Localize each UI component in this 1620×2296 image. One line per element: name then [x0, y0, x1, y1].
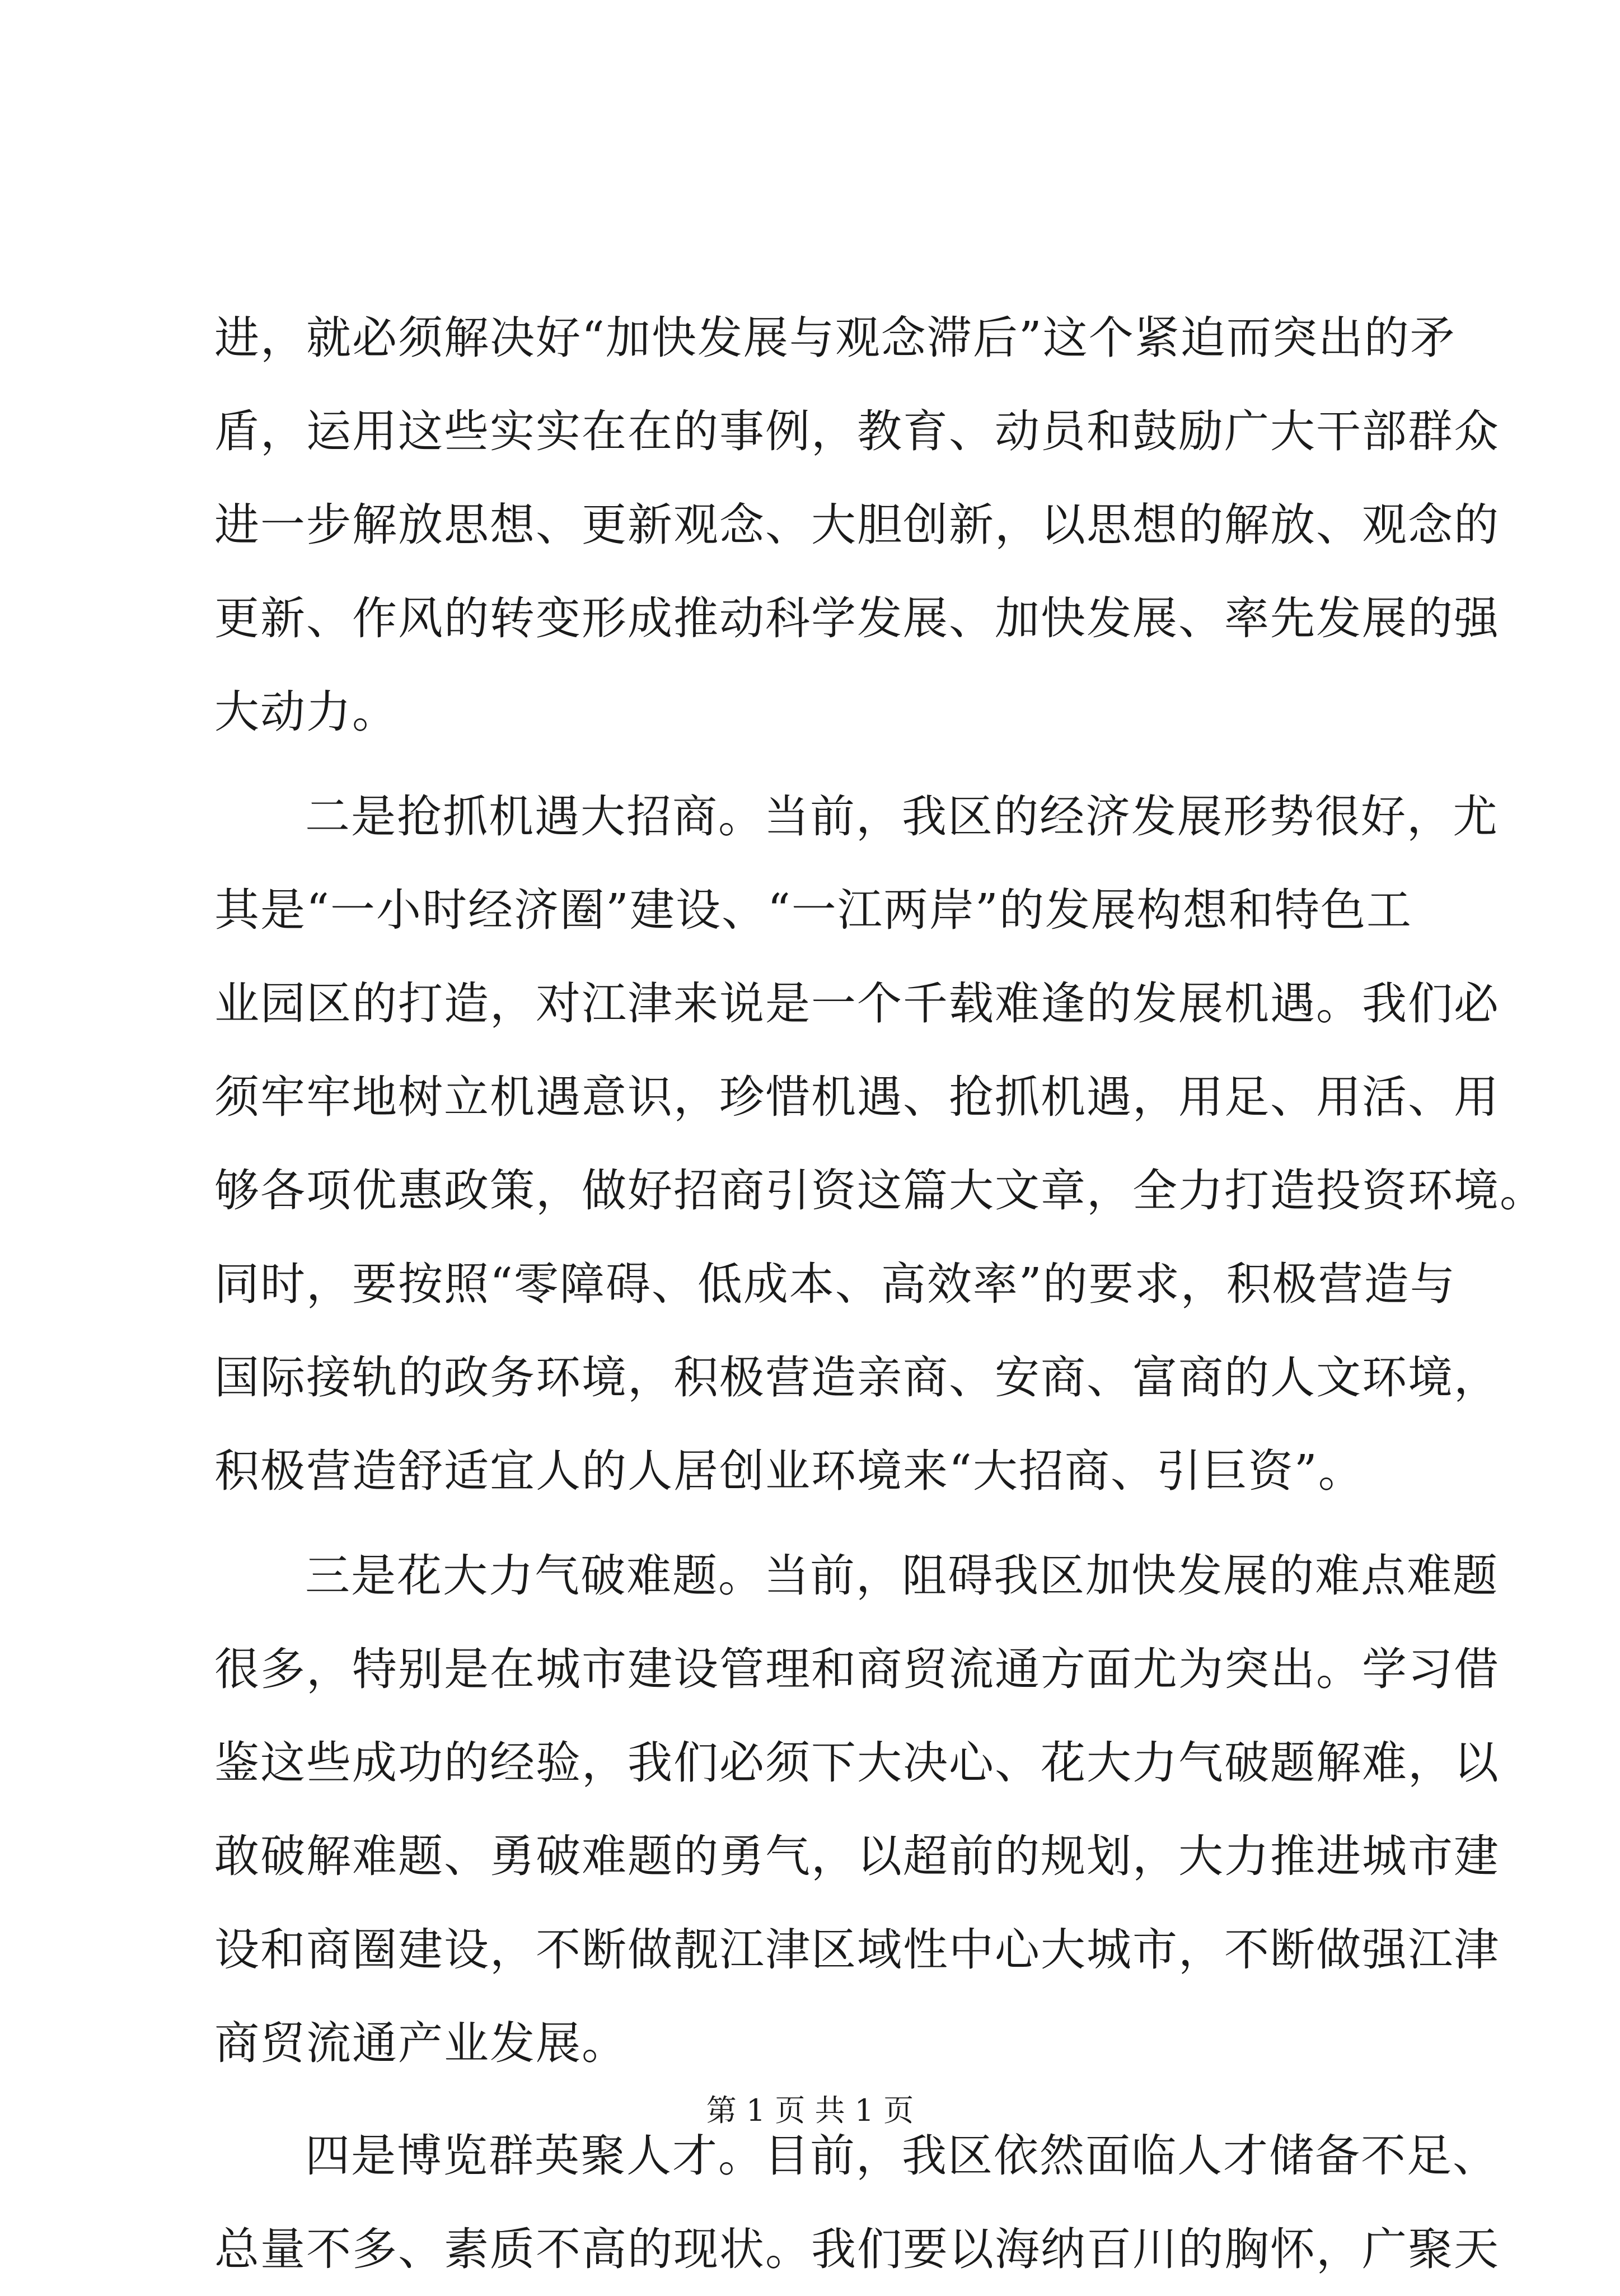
text-line: 其是“一小时经济圈”建设、“一江两岸”的发展构想和特色工 — [214, 884, 1412, 936]
text-line: 更新、作风的转变形成推动科学发展、加快发展、率先发展的强 — [214, 592, 1500, 644]
text-line: 须牢牢地树立机遇意识，珍惜机遇、抢抓机遇，用足、用活、用 — [214, 1071, 1500, 1123]
paragraph-start-line: 三是花大力气破难题。当前，阻碍我区加快发展的难点难题 — [305, 1550, 1499, 1602]
document-body — [214, 291, 1546, 2296]
text-line: 敢破解难题、勇破难题的勇气，以超前的规划，大力推进城市建 — [214, 1830, 1500, 1882]
page-footer: 第 1 页 共 1 页 — [706, 2093, 914, 2128]
text-line: 设和商圈建设，不断做靓江津区域性中心大城市，不断做强江津 — [214, 1924, 1500, 1976]
paragraph-start-line: 四是博览群英聚人才。目前，我区依然面临人才储备不足、 — [305, 2130, 1499, 2182]
text-line: 总量不多、素质不高的现状。我们要以海纳百川的胸怀，广聚天 — [214, 2223, 1500, 2275]
text-line: 积极营造舒适宜人的人居创业环境来“大招商、引巨资”。 — [214, 1445, 1364, 1497]
text-line: 大动力。 — [214, 686, 398, 738]
paragraph-start-line: 二是抢抓机遇大招商。当前，我区的经济发展形势很好，尤 — [305, 791, 1499, 843]
text-line: 进一步解放思想、更新观念、大胆创新，以思想的解放、观念的 — [214, 499, 1500, 551]
text-line: 很多，特别是在城市建设管理和商贸流通方面尤为突出。学习借 — [214, 1643, 1500, 1695]
text-line: 国际接轨的政务环境，积极营造亲商、安商、富商的人文环境， — [214, 1352, 1500, 1404]
text-line: 同时，要按照“零障碍、低成本、高效率”的要求，积极营造与 — [214, 1258, 1456, 1310]
text-line: 盾，运用这些实实在在的事例，教育、动员和鼓励广大干部群众 — [214, 405, 1500, 457]
text-line: 业园区的打造，对江津来说是一个千载难逢的发展机遇。我们必 — [214, 978, 1500, 1030]
text-line: 商贸流通产业发展。 — [214, 2017, 628, 2069]
text-line: 鉴这些成功的经验，我们必须下大决心、花大力气破题解难，以 — [214, 1737, 1500, 1789]
text-line: 够各项优惠政策，做好招商引资这篇大文章，全力打造投资环境。 — [214, 1165, 1546, 1217]
text-line: 进，就必须解决好“加快发展与观念滞后”这个紧迫而突出的矛 — [214, 312, 1456, 364]
